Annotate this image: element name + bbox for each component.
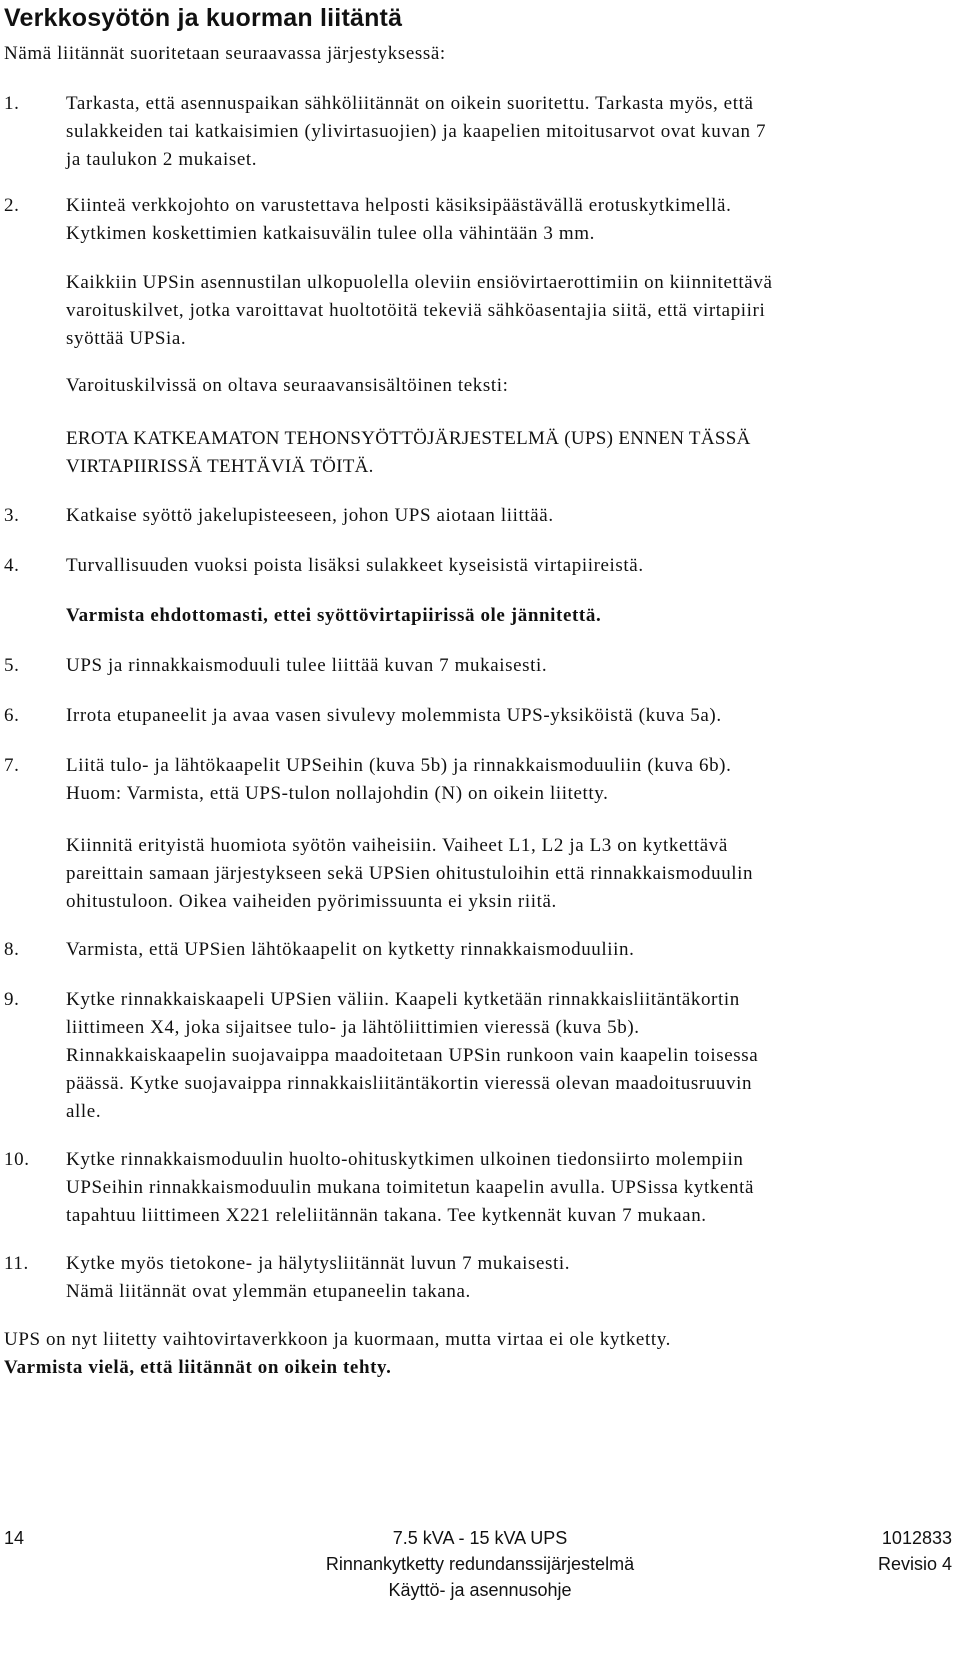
warning-text-line-2: VIRTAPIIRISSÄ TEHTÄVIÄ TÖITÄ. <box>66 456 374 477</box>
step-6-number: 6. <box>4 705 20 726</box>
intro-text: Nämä liitännät suoritetaan seuraavassa järjestyksessä: <box>4 43 446 64</box>
footer-product-name: 7.5 kVA - 15 kVA UPS <box>392 1528 568 1548</box>
step-2-note-line-3: syöttää UPSia. <box>66 328 187 349</box>
step-11-line-1: Kytke myös tietokone- ja hälytysliitännät luvun 7 mukaisesti. <box>66 1253 571 1274</box>
step-11-number: 11. <box>4 1253 29 1274</box>
warning-text-line-1: EROTA KATKEAMATON TEHONSYÖTTÖJÄRJESTELMÄ (UPS) ENNEN TÄSSÄ <box>66 428 751 449</box>
step-11-line-2: Nämä liitännät ovat ylemmän etupaneelin takana. <box>66 1281 471 1302</box>
step-6-line-1: Irrota etupaneelit ja avaa vasen sivulevy molemmista UPS-yksiköistä (kuva 5a). <box>66 705 722 726</box>
step-9-line-5: alle. <box>66 1101 102 1122</box>
step-7-line-1: Liitä tulo- ja lähtökaapelit UPSeihin (kuva 5b) ja rinnakkaismoduuliin (kuva 6b). <box>66 755 732 776</box>
step-5-line-1: UPS ja rinnakkaismoduuli tulee liittää kuvan 7 mukaisesti. <box>66 655 548 676</box>
step-9-line-1: Kytke rinnakkaiskaapeli UPSien väliin. Kaapeli kytketään rinnakkaisliitäntäkortin <box>66 989 740 1010</box>
step-1-line-2: sulakkeiden tai katkaisimien (ylivirtasuojien) ja kaapelien mitoitusarvot ovat kuvan 7 <box>66 121 767 142</box>
step-7-note-line-3: ohitustuloon. Oikea vaiheiden pyörimissuunta ei yksin riitä. <box>66 891 557 912</box>
footer-manual-name: Käyttö- ja asennusohje <box>388 1580 572 1600</box>
step-9-line-4: päässä. Kytke suojavaippa rinnakkaisliitäntäkortin vieressä olevan maadoitusruuvin <box>66 1073 753 1094</box>
step-9-line-3: Rinnakkaiskaapelin suojavaippa maadoitetaan UPSin runkoon vain kaapelin toisessa <box>66 1045 759 1066</box>
step-7-number: 7. <box>4 755 20 776</box>
step-1-line-3: ja taulukon 2 mukaiset. <box>66 149 258 170</box>
section-heading: Verkkosyötön ja kuorman liitäntä <box>4 4 403 32</box>
document-number: 1012833 <box>881 1528 952 1548</box>
revision-label: Revisio 4 <box>877 1554 952 1574</box>
step-4-number: 4. <box>4 555 20 576</box>
step-2-line-2: Kytkimen koskettimien katkaisuvälin tulee olla vähintään 3 mm. <box>66 223 595 244</box>
warning-sign-label: Varoituskilvissä on oltava seuraavansisältöinen teksti: <box>66 375 509 396</box>
page-number: 14 <box>4 1528 25 1548</box>
step-10-line-2: UPSeihin rinnakkaismoduulin mukana toimitetun kaapelin avulla. UPSissa kytkentä <box>66 1177 755 1198</box>
step-2-note-line-2: varoituskilvet, jotka varoittavat huoltotöitä tekeviä sähköasentajia siitä, että virtapiiri <box>66 300 766 321</box>
step-3-line-1: Katkaise syöttö jakelupisteeseen, johon UPS aiotaan liittää. <box>66 505 554 526</box>
step-7-note-line-1: Kiinnitä erityistä huomiota syötön vaiheisiin. Vaiheet L1, L2 ja L3 on kytkettävä <box>66 835 728 856</box>
step-8-number: 8. <box>4 939 20 960</box>
step-2-line-1: Kiinteä verkkojohto on varustettava helposti käsiksipäästävällä erotuskytkimellä. <box>66 195 732 216</box>
closing-text: UPS on nyt liitetty vaihtovirtaverkkoon ja kuormaan, mutta virtaa ei ole kytketty. <box>4 1329 671 1350</box>
step-9-number: 9. <box>4 989 20 1010</box>
step-1-number: 1. <box>4 93 20 114</box>
closing-bold-text: Varmista vielä, että liitännät on oikein tehty. <box>4 1357 392 1378</box>
step-10-number: 10. <box>4 1149 30 1170</box>
step-1-line-1: Tarkasta, että asennuspaikan sähköliitännät on oikein suoritettu. Tarkasta myös, että <box>66 93 754 114</box>
step-5-number: 5. <box>4 655 20 676</box>
step-7-line-2: Huom: Varmista, että UPS-tulon nollajohdin (N) on oikein liitetty. <box>66 783 609 804</box>
step-4-bold-note: Varmista ehdottomasti, ettei syöttövirtapiirissä ole jännitettä. <box>66 605 602 626</box>
step-10-line-1: Kytke rinnakkaismoduulin huolto-ohituskytkimen ulkoinen tiedonsiirto molempiin <box>66 1149 744 1170</box>
footer-system-name: Rinnankytketty redundanssijärjestelmä <box>325 1554 635 1574</box>
step-3-number: 3. <box>4 505 20 526</box>
step-2-number: 2. <box>4 195 20 216</box>
step-4-line-1: Turvallisuuden vuoksi poista lisäksi sulakkeet kyseisistä virtapiireistä. <box>66 555 644 576</box>
step-2-note-line-1: Kaikkiin UPSin asennustilan ulkopuolella oleviin ensiövirtaerottimiin on kiinnitettävä <box>66 272 773 293</box>
step-10-line-3: tapahtuu liittimeen X221 releliitännän takana. Tee kytkennät kuvan 7 mukaan. <box>66 1205 707 1226</box>
step-7-note-line-2: pareittain samaan järjestykseen sekä UPSien ohitustuloihin että rinnakkaismoduulin <box>66 863 754 884</box>
step-9-line-2: liittimeen X4, joka sijaitsee tulo- ja lähtöliittimien vieressä (kuva 5b). <box>66 1017 640 1038</box>
step-8-line-1: Varmista, että UPSien lähtökaapelit on kytketty rinnakkaismoduuliin. <box>66 939 635 960</box>
